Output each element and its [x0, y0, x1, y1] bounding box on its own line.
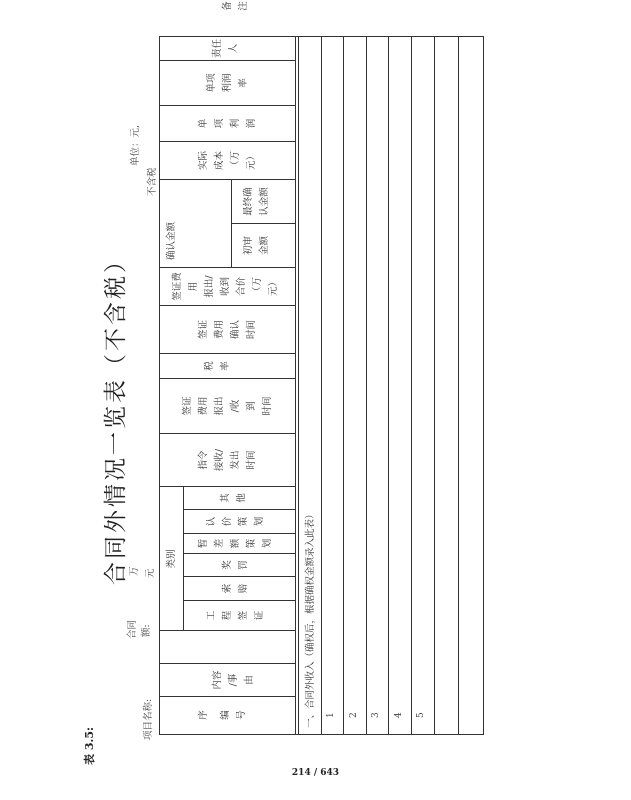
header-actual-cost: 实际 成本 （万 元） [198, 151, 257, 171]
table-label: 表 3.5: [83, 726, 96, 765]
header-single-profit: 单 项 利 润 [198, 118, 257, 129]
header-single-profit-rate: 单项 利润 率 [206, 73, 249, 93]
header-category: 类别 [166, 549, 177, 569]
contract-amount-label-1: 合同 [127, 619, 138, 639]
row-4-seq: 4 [394, 712, 404, 718]
header-responsible: 责任 人 [212, 39, 239, 59]
unit-label-1: 单位：元, [130, 124, 141, 166]
header-final-confirm: 最终确 认金额 [243, 187, 270, 216]
page-number: 214 / 643 [291, 768, 340, 778]
header-visa-fee-amount: 签证费 用 报出/ 收到 合价 （万 元） [172, 272, 279, 301]
header-price-plan: 认 价 策 划 [206, 516, 265, 527]
header-seq: 序 编 号 [198, 710, 247, 720]
project-name-label: 项目名称: [143, 698, 154, 740]
header-content: 内容 /事 由 [212, 670, 255, 690]
header-other: 其 他 [220, 493, 247, 503]
header-remark: 备 注 [222, 1, 249, 11]
header-instruction-time: 指令 接收/ 发出 时间 [198, 448, 257, 472]
header-budget-plan: 暂 差 额 策 划 [198, 538, 273, 549]
row-2-seq: 2 [349, 712, 359, 718]
row-1-seq: 1 [326, 712, 336, 718]
header-first-review: 初审 金额 [243, 236, 270, 256]
header-eng-visa: 工 程 签 证 [206, 610, 265, 621]
contract-table [159, 1, 484, 735]
header-tax-rate: 税 率 [204, 361, 231, 371]
yuan-label: 元 [145, 568, 156, 578]
wan-label: 万 [129, 566, 140, 576]
row-3-seq: 3 [371, 712, 381, 718]
header-reward: 奖 罚 [222, 560, 249, 570]
row-5-seq: 5 [416, 712, 426, 718]
header-confirm-amount: 确认金额 [166, 221, 177, 260]
section-row-label: 一、合同外收入（确权后，根据确权金额录入此表） [305, 509, 316, 728]
header-claim: 索 赔 [222, 583, 249, 594]
header-visa-submit-time: 签证 费用 报出 /收 到 时间 [182, 396, 273, 416]
header-visa-confirm-time: 签证 费用 确认 时间 [198, 320, 257, 340]
contract-amount-label-2: 额: [141, 624, 152, 637]
unit-label-2: 不含税 [147, 167, 158, 196]
page-title: 合同外情况一览表（不含税） [103, 247, 129, 585]
